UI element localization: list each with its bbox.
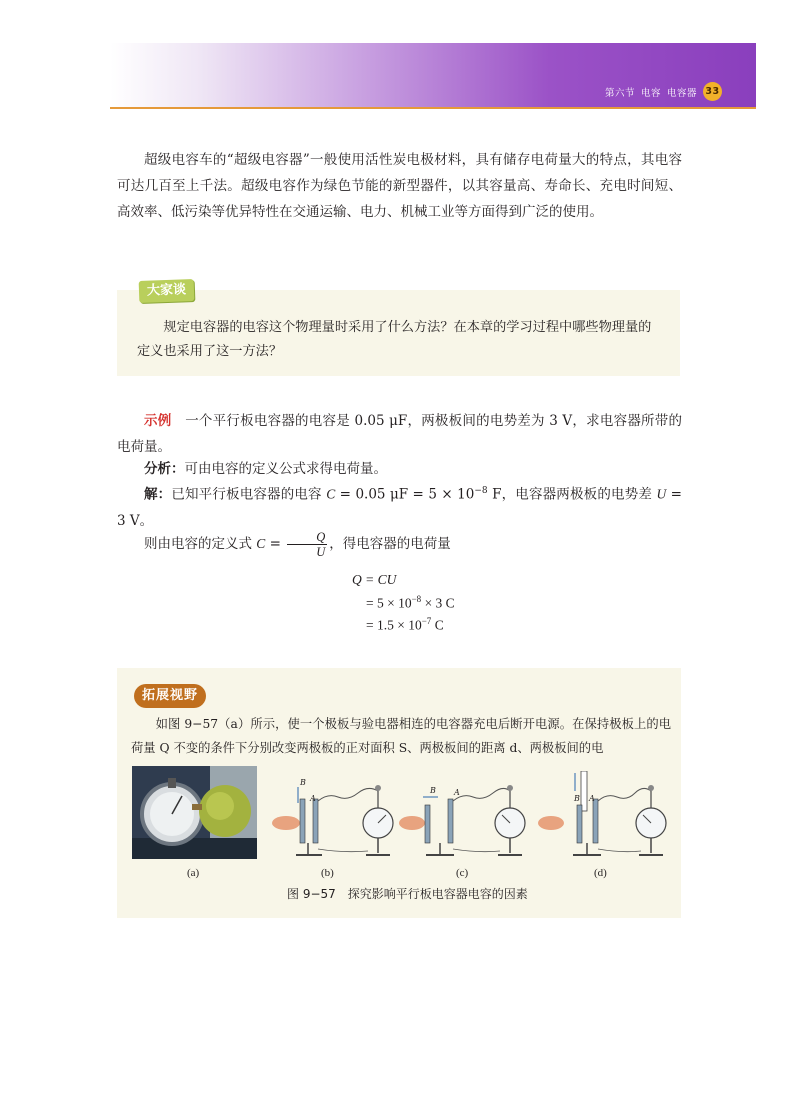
eq3-exponent: −7 (421, 616, 432, 626)
header-section: 第六节 (604, 87, 635, 99)
discussion-text: 规定电容器的电容这个物理量时采用了什么方法？在本章的学习过程中哪些物理量的定义也采用了这一方法？ (137, 320, 652, 359)
sublabel-a: (a) (187, 867, 200, 879)
sublabel-b: (b) (321, 867, 334, 879)
solution-text-b: = 0.05 μF = 5 × 10 (335, 486, 475, 503)
fraction-denominator: U (316, 545, 326, 559)
plate-a-label-d: A (589, 794, 595, 803)
figure-b-diagram (268, 771, 408, 863)
symbol-c: C (326, 486, 336, 502)
plate-b-label: B (300, 778, 306, 787)
header-topic-capacitance: 电容 (640, 87, 661, 99)
discussion-tag: 大家谈 (139, 279, 195, 303)
solution-text-e: = 3 V。 (117, 486, 682, 529)
sublabel-d: (d) (594, 867, 607, 879)
eq2-tail: × 3 C (421, 595, 455, 611)
definition-text-b: ，得电容器的电荷量 (329, 536, 451, 552)
eq1-rhs: = CU (361, 572, 397, 587)
example-problem-text: 一个平行板电容器的电容是 0.05 μF，两极板间的电势差为 3 V，求电容器所带的电荷量。 (117, 413, 683, 455)
plate-a-label-c: A (454, 788, 460, 797)
solution-paragraph (117, 478, 682, 534)
definition-text-a: 则由电容的定义式 (144, 536, 257, 552)
eq2-main: = 5 × 10 (366, 595, 412, 611)
symbol-u: U (656, 486, 667, 502)
sublabel-c: (c) (456, 867, 469, 879)
figure-caption: 图 9−57 探究影响平行板电容器电容的因素 (287, 887, 528, 901)
solution-exponent: −8 (474, 486, 488, 496)
equation-line-2 (366, 594, 455, 612)
definition-equals: = (265, 536, 286, 552)
figure-d-diagram (537, 771, 677, 863)
eq2-exponent: −8 (411, 594, 422, 604)
header-topic-capacitor: 电容器 (666, 87, 697, 99)
eq3-main: = 1.5 × 10 (366, 617, 422, 633)
eq1-lhs: Q (352, 572, 362, 587)
equation-line-1 (352, 572, 396, 588)
plate-b-label-c: B (430, 786, 436, 795)
equation-line-3 (366, 616, 444, 634)
example-problem (117, 408, 682, 460)
solution-text-d: F，电容器两极板的电势差 (487, 486, 657, 503)
plate-a-label: A (310, 794, 316, 803)
running-header (605, 82, 722, 101)
experiment-photo (132, 766, 257, 859)
analysis-label: 分析： (144, 461, 185, 477)
definition-line (117, 530, 682, 559)
definition-symbol-c: C (256, 536, 266, 551)
header-underline (110, 107, 756, 109)
example-label: 示例 (144, 413, 172, 429)
extension-text: 如图 9−57（a）所示，使一个极板与验电器相连的电容器充电后断开电源。在保持极板上的电荷量 Q 不变的条件下分别改变两极板的正对面积 S、两极板间的距离 d、两极板间的电 (131, 717, 671, 755)
solution-text-a: 已知平行板电容器的电容 (171, 486, 327, 503)
analysis-text: 可由电容的定义公式求得电荷量。 (184, 461, 387, 477)
fraction-numerator: Q (287, 530, 327, 545)
intro-paragraph: 超级电容车的“超级电容器”一般使用活性炭电极材料，具有储存电荷量大的特点，其电容可达几百至上千法。超级电容作为绿色节能的新型器件，以其容量高、寿命长、充电时间短、高效率、低污染等优异特性在交通运输、电力、机械工业等方面得到广泛的使用。 (117, 152, 682, 220)
electroscope-photo-illustration (132, 766, 257, 859)
page-number-badge: 33 (703, 82, 722, 101)
figure-c-diagram (398, 771, 538, 863)
extension-tag: 拓展视野 (134, 684, 206, 708)
plate-b-label-d: B (574, 794, 580, 803)
eq3-tail: C (431, 617, 444, 633)
solution-label: 解： (144, 486, 172, 503)
fraction-q-over-u (287, 530, 327, 559)
